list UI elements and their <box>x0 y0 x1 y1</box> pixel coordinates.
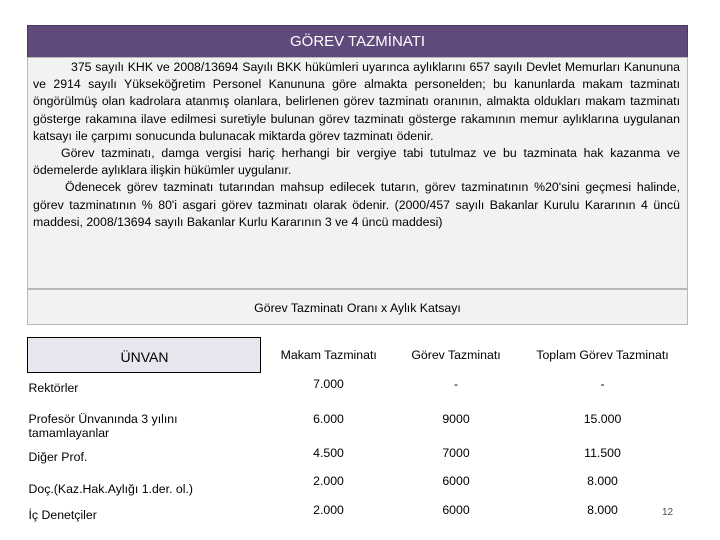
cell-gorev: 9000 <box>442 411 470 426</box>
table-header-row <box>28 338 689 373</box>
cell-unvan: Rektörler <box>28 381 79 395</box>
cell-makam: 2.000 <box>313 503 344 517</box>
header-gorev: Görev Tazminatı <box>411 348 501 362</box>
compensation-table <box>27 337 689 523</box>
paragraph-1: 375 sayılı KHK ve 2008/13694 Sayılı BKK hükümleri uyarınca aylıklarını 657 sayılı Devlet Memurları Kanununa ve 2914 sayılı Yükseköğretim Personel Kanununa göre almakta personelden; bu kanunlarda makam tazminatı öngörülmüş olan kadrolara atanmış olanlara, belirlenen görev tazminatı oranının, almakta oldukları makam tazminatı gösterge rakamına ilave edilmesi suretiyle bulunan görev tazminatı gösterge rakamının memur aylıklarına uygulanan katsayı ile çarpımı sonucunda bulunacak miktarda görev tazminatı ödenir. <box>33 60 680 143</box>
cell-makam: 2.000 <box>313 474 344 488</box>
cell-toplam: 11.500 <box>584 446 621 460</box>
paragraph-2: Görev tazminatı, damga vergisi hariç herhangi bir vergiye tabi tutulmaz ve bu tazminata hak kazanma ve ödemelerde aylıklara ilişkin hükümler uygulanır. <box>33 146 680 178</box>
cell-toplam: 15.000 <box>583 411 622 426</box>
cell-unvan: Diğer Prof. <box>28 450 88 464</box>
paragraph-3: Ödenecek görev tazminatı tutarından mahsup edilecek tutarın, görev tazminatının %20'sini geçmesi halinde, görev tazminatının % 80'i asgari görev tazminatı olarak ödenir. (2000/457 sayılı Bakanlar Kurulu Kararının 4 üncü maddesi, 2008/13694 sayılı Bakanlar Kurlu Kararının 3 ve 4 üncü maddesi) <box>33 180 680 229</box>
cell-toplam: 8.000 <box>587 474 618 488</box>
page-number: 12 <box>662 507 674 518</box>
cell-gorev: 7000 <box>442 446 470 460</box>
cell-makam: 4.500 <box>313 446 344 460</box>
header-unvan: ÜNVAN <box>28 338 261 373</box>
table-row <box>28 373 689 397</box>
cell-unvan: Doç.(Kaz.Hak.Aylığı 1.der. ol.) <box>28 482 193 496</box>
table-row <box>28 441 689 465</box>
body-text-box <box>27 57 688 289</box>
cell-gorev: 6000 <box>442 474 470 488</box>
cell-gorev: 6000 <box>442 503 470 517</box>
table-row <box>28 497 689 523</box>
cell-toplam: - <box>600 377 605 392</box>
cell-makam: 7.000 <box>313 377 344 392</box>
cell-makam: 6.000 <box>313 411 344 426</box>
cell-toplam: 8.000 <box>587 503 618 517</box>
header-toplam: Toplam Görev Tazminatı <box>536 348 669 362</box>
slide-title: GÖREV TAZMİNATI <box>27 25 688 58</box>
table-row <box>28 396 689 441</box>
cell-unvan: İç Denetçiler <box>28 508 97 522</box>
formula-subtitle: Görev Tazminatı Oranı x Aylık Katsayı <box>27 289 688 325</box>
table-row <box>28 465 689 497</box>
header-makam: Makam Tazminatı <box>280 348 377 362</box>
cell-unvan: Profesör Ünvanında 3 yılını tamamlayanlar <box>28 412 178 440</box>
cell-gorev: - <box>453 377 459 392</box>
